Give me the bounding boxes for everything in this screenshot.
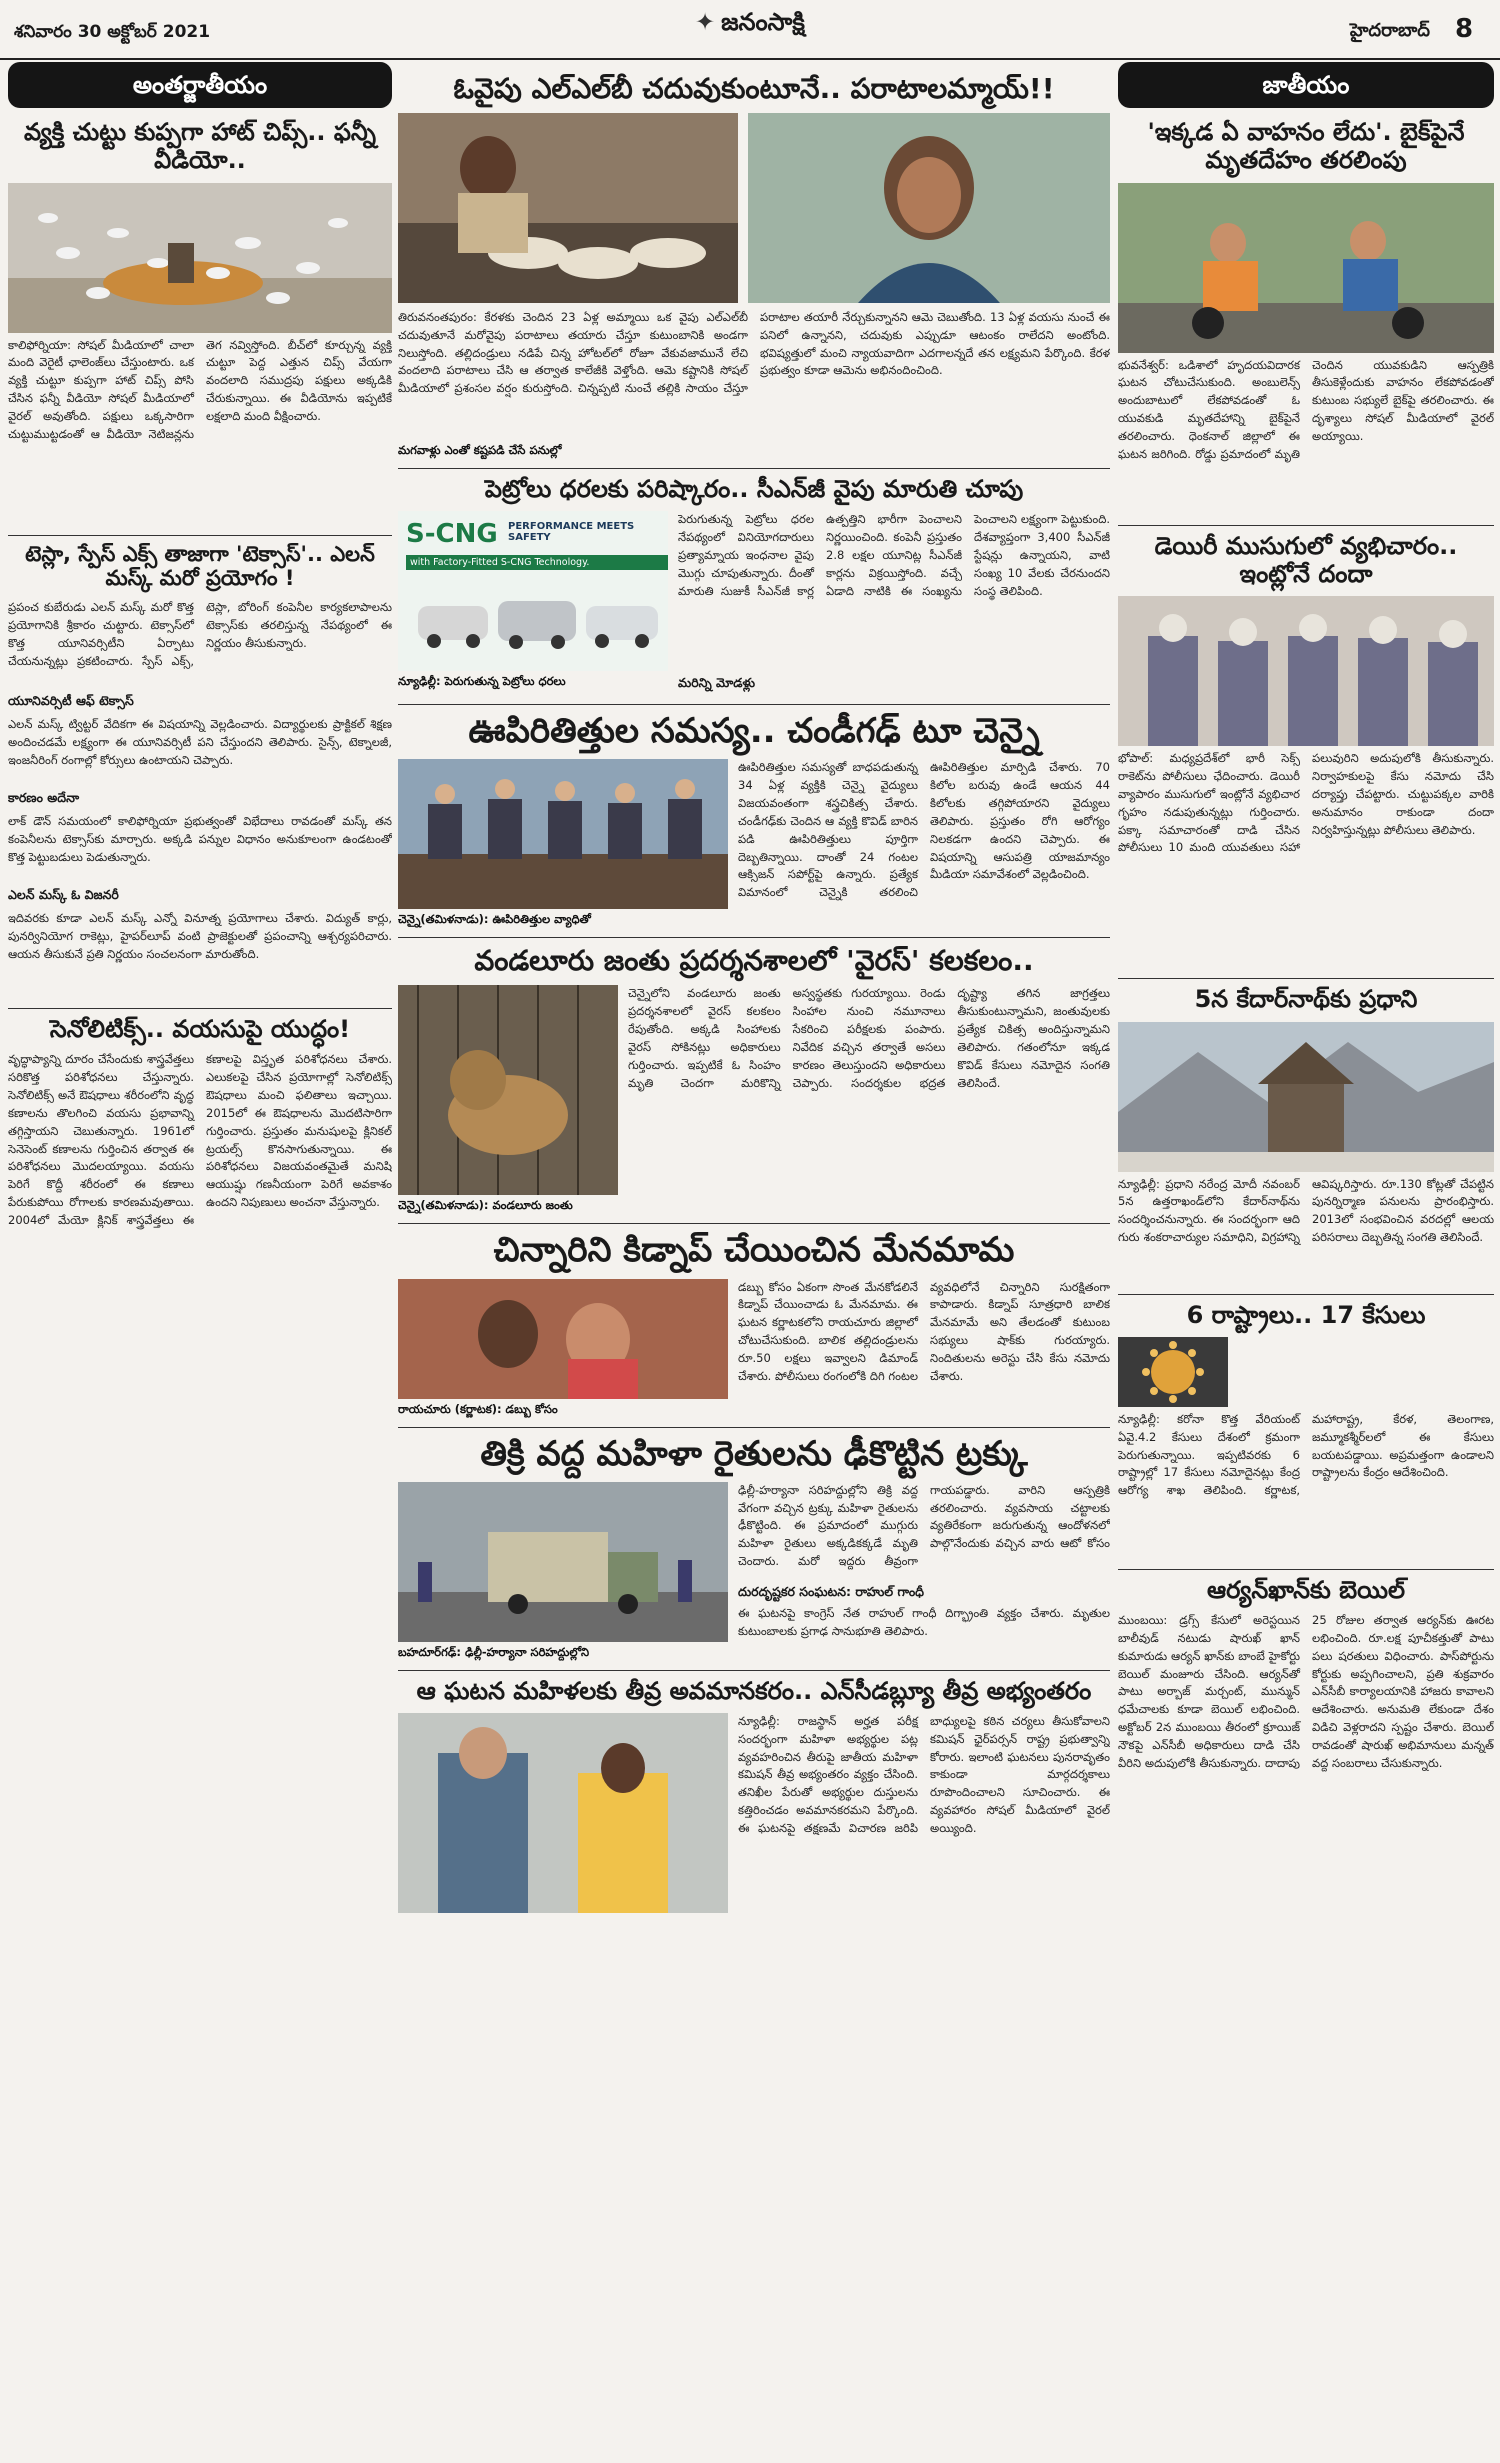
story-musk-body-3: లాక్ డౌన్ సమయంలో కాలిఫోర్నియా ప్రభుత్వంతో విభేదాలు రావడంతో మస్క్ తన కంపెనీలను టెక్సాస్‌కు మార్చారు. అక్కడి పన్నుల విధానం అనుకూలంగా ఉండటంతో కొత్త పెట్టుబడులు పెడుతున్నారు. [8, 814, 392, 864]
story-senolytics-headline: సెనోలిటిక్స్.. వయసుపై యుద్ధం! [49, 1015, 351, 1044]
divider [8, 1008, 392, 1009]
story-hot-chips-headline: వ్యక్తి చుట్టు కుప్పగా హాట్ చిప్స్.. ఫన్నీ వీడియో.. [24, 118, 376, 175]
photo-exam-check [398, 1713, 728, 1913]
middle-column [398, 62, 1110, 1913]
ad-scng-title: S-CNG [406, 519, 498, 550]
story-kidnap-body: డబ్బు కోసం ఏకంగా సొంత మేనకోడలినే కిడ్నాప్ చేయించాడు ఓ మేనమామ. ఈ ఘటన కర్ణాటకలోని రాయచూరు జిల్లాలో చోటుచేసుకుంది. బాలిక తల్లిదండ్రులను రూ.50 లక్షలు ఇవ్వాలని డిమాండ్ చేశారు. పోలీసులు రంగంలోకి దిగి గంటల వ్యవధిలోనే చిన్నారిని సురక్షితంగా కాపాడారు. కిడ్నాప్ సూత్రధారి బాలిక మేనమామే అని తేలడంతో కుటుంబ సభ్యులు షాక్‌కు గురయ్యారు. నిందితులను అరెస్టు చేసి కేసు నమోదు చేశారు. [738, 1279, 1110, 1383]
divider [1118, 1569, 1494, 1570]
photo-birds-chips [8, 183, 392, 333]
divider [1118, 1294, 1494, 1295]
ad-scng-tagline: PERFORMANCE MEETS SAFETY [508, 521, 635, 544]
ad-scng-banner [398, 511, 668, 671]
story-parota-caption: మగవాళ్లు ఎంతో కష్టపడి చేసే పనుల్లో [398, 443, 562, 458]
story-covid-body: న్యూఢిల్లీ: కరోనా కొత్త వేరియంట్ ఏవై.4.2 కేసులు దేశంలో క్రమంగా పెరుగుతున్నాయి. ఇప్పటివరకు 6 రాష్ట్రాల్లో 17 కేసులు నమోదైనట్లు కేంద్ర ఆరోగ్య శాఖ తెలిపింది. కర్ణాటక, మహారాష్ట్ర, కేరళ, తెలంగాణ, జమ్మూకశ్మీర్‌లలో ఈ కేసులు బయటపడ్డాయి. అప్రమత్తంగా ఉండాలని రాష్ట్రాలను కేంద్రం ఆదేశించింది. [1118, 1411, 1494, 1498]
photo-covid-virus [1118, 1337, 1228, 1407]
story-aryan-body: ముంబయి: డ్రగ్స్ కేసులో అరెస్టయిన బాలీవుడ్ నటుడు షారుఖ్ ఖాన్ కుమారుడు ఆర్యన్ ఖాన్‌కు బాంబే హైకోర్టు బెయిల్ మంజూరు చేసింది. ఆర్యన్‌తో పాటు అర్బాజ్ మర్చంట్, మున్మున్ ధమేచాలకు కూడా బెయిల్ లభించింది. అక్టోబర్ 2న ముంబయి తీరంలో క్రూయిజ్ నౌకపై ఎన్‌సీబీ అధికారులు దాడి చేసి వీరిని అదుపులోకి తీసుకున్నారు. దాదాపు 25 రోజుల తర్వాత ఆర్యన్‌కు ఊరట లభించింది. రూ.లక్ష పూచీకత్తుతో పాటు పలు షరతులు విధించారు. పాస్‌పోర్టును కోర్టుకు అప్పగించాలని, ప్రతి శుక్రవారం ఎన్‌సీబీ కార్యాలయానికి హాజరు కావాలని ఆదేశించారు. అనుమతి లేకుండా దేశం విడిచి వెళ్లరాదని స్పష్టం చేశారు. బెయిల్ రావడంతో షారుఖ్ అభిమానులు మన్నత్ వద్ద సంబరాలు చేసుకున్నారు. [1118, 1613, 1494, 1770]
divider [8, 535, 392, 536]
photo-parota-girl [748, 113, 1110, 303]
divider [1118, 978, 1494, 979]
story-truck-subhead: దురదృష్టకర సంఘటన: రాహుల్ గాంధీ [738, 1583, 924, 1599]
story-kidnap-caption: రాయచూరు (కర్ణాటక): డబ్బు కోసం [398, 1401, 558, 1416]
photo-dairy-raid-image [1118, 596, 1494, 746]
story-musk-body: ప్రపంచ కుబేరుడు ఎలన్ మస్క్ మరో కొత్త ప్రయోగానికి శ్రీకారం చుట్టారు. టెక్సాస్‌లో కొత్త యూనివర్సిటీని ఏర్పాటు చేయనున్నట్లు ప్రకటించారు. స్పేస్ ఎక్స్, టెస్లా, బోరింగ్ కంపెనీల కార్యకలాపాలను టెక్సాస్‌కు తరలిస్తున్న నేపథ్యంలో ఈ నిర్ణయం తీసుకున్నారు. [8, 600, 392, 668]
story-musk-body-2: ఎలన్ మస్క్ ట్విట్టర్ వేదికగా ఈ విషయాన్ని వెల్లడించారు. విద్యార్థులకు ప్రాక్టికల్ శిక్షణ అందించడమే లక్ష్యంగా ఈ యూనివర్సిటీ పని చేస్తుందని తెలిపారు. సైన్స్, టెక్నాలజీ, ఇంజనీరింగ్ రంగాల్లో కోర్సులు ఉంటాయని చెప్పారు. [8, 717, 392, 767]
story-hot-chips-body: కాలిఫోర్నియా: సోషల్ మీడియాలో చాలా మంది వెరైటీ ఛాలెంజ్‌లు చేస్తుంటారు. ఒక వ్యక్తి చుట్టూ కుప్పగా హాట్ చిప్స్ పోసి చేసిన ఫన్నీ వీడియో సోషల్ మీడియాలో వైరల్ అవుతోంది. పక్షులు ఒక్కసారిగా చుట్టుముట్టడంతో ఆ వీడియో నెటిజన్లను తెగ నవ్విస్తోంది. బీచ్‌లో కూర్చున్న వ్యక్తి చుట్టూ పెద్ద ఎత్తున చిప్స్ వేయగా వందలాది సముద్రపు పక్షులు అక్కడికి చేరుకున్నాయి. ఈ వీడియోను ఇప్పటికే లక్షలాది మంది వీక్షించారు. [8, 337, 392, 441]
story-aryan-headline: ఆర్యన్‌ఖాన్‌కు బెయిల్ [1206, 1575, 1406, 1604]
story-lung-body: ఊపిరితిత్తుల సమస్యతో బాధపడుతున్న 34 ఏళ్ల వ్యక్తికి చెన్నై వైద్యులు విజయవంతంగా శస్త్రచికిత్స చేశారు. చండీగఢ్‌కు చెందిన ఆ వ్యక్తి కొవిడ్ బారిన పడి ఊపిరితిత్తులు పూర్తిగా దెబ్బతిన్నాయి. దాంతో 24 గంటల ఆక్సిజన్ సపోర్ట్‌పై ఉన్నారు. ప్రత్యేక విమానంలో చెన్నైకి తరలించి ఊపిరితిత్తుల మార్పిడి చేశారు. 70 కిలోల బరువు ఉండే ఆయన 44 కిలోలకు తగ్గిపోయారని వైద్యులు తెలిపారు. ప్రస్తుతం రోగి ఆరోగ్యం నిలకడగా ఉందని చెప్పారు. ఈ విషయాన్ని ఆసుపత్రి యాజమాన్యం మీడియా సమావేశంలో వెల్లడించింది. [738, 760, 1110, 900]
story-dairy-headline: డెయిరీ ముసుగులో వ్యభిచారం.. ఇంట్లోనే దందా [1154, 531, 1458, 588]
story-truck-body-2: ఈ ఘటనపై కాంగ్రెస్ నేత రాహుల్ గాంధీ దిగ్భ్రాంతి వ్యక్తం చేశారు. మృతుల కుటుంబాలకు ప్రగాఢ సానుభూతి తెలిపారు. [738, 1605, 1110, 1638]
story-zoo-body: చెన్నైలోని వండలూరు జంతు ప్రదర్శనశాలలో వైరస్ కలకలం రేపుతోంది. అక్కడి సింహాలకు వైరస్ సోకినట్లు అధికారులు గుర్తించారు. ఇప్పటికే ఓ సింహం మృతి చెందగా మరికొన్ని అస్వస్థతకు గురయ్యాయి. రెండు సింహాల నుంచి నమూనాలు సేకరించి పరీక్షలకు పంపారు. నివేదిక వచ్చిన తర్వాతే అసలు కారణం తెలుస్తుందని అధికారులు చెప్పారు. సందర్శకుల భద్రత దృష్ట్యా తగిన జాగ్రత్తలు తీసుకుంటున్నామని, జంతువులకు ప్రత్యేక చికిత్స అందిస్తున్నామని తెలిపారు. గతంలోనూ ఇక్కడ కొవిడ్ కేసులు నమోదైన సంగతి తెలిసిందే. [628, 986, 1110, 1090]
photo-press-conference [398, 759, 728, 909]
story-cng-body: పెరుగుతున్న పెట్రోలు ధరల నేపథ్యంలో వినియోగదారులు ప్రత్యామ్నాయ ఇంధనాల వైపు మొగ్గు చూపుతున్నారు. దీంతో మారుతి సుజుకీ సీఎన్‌జీ కార్ల ఉత్పత్తిని భారీగా పెంచాలని నిర్ణయించింది. కంపెనీ ప్రస్తుతం 2.8 లక్షల యూనిట్ల సీఎన్‌జీ కార్లను విక్రయిస్తోంది. వచ్చే ఏడాది నాటికి ఈ సంఖ్యను పెంచాలని లక్ష్యంగా పెట్టుకుంది. దేశవ్యాప్తంగా 3,400 సీఎన్‌జీ స్టేషన్లు ఉన్నాయని, వాటి సంఖ్య 10 వేలకు చేరనుందని సంస్థ తెలిపింది. [678, 512, 1110, 598]
story-truck-headline: తిక్రి వద్ద మహిళా రైతులను ఢీకొట్టిన ట్రక్కు [480, 1433, 1028, 1474]
story-senolytics-body: వృద్ధాప్యాన్ని దూరం చేసేందుకు శాస్త్రవేత్తలు సరికొత్త పరిశోధనలు చేస్తున్నారు. సెనోలిటిక్స్ అనే ఔషధాలు శరీరంలోని వృద్ధ కణాలను తొలగించి వయసు ప్రభావాన్ని తగ్గిస్తాయని చెబుతున్నారు. 1961లో సెనెసెంట్ కణాలను గుర్తించిన తర్వాత ఈ పరిశోధనలు మొదలయ్యాయి. వయసు పెరిగే కొద్దీ శరీరంలో ఈ కణాలు పేరుకుపోయి రోగాలకు కారణమవుతాయి. 2004లో మేయో క్లినిక్ శాస్త్రవేత్తలు ఈ కణాలపై విస్తృత పరిశోధనలు చేశారు. ఎలుకలపై చేసిన ప్రయోగాల్లో సెనోలిటిక్స్ ఔషధాలు మంచి ఫలితాలు ఇచ్చాయి. 2015లో ఈ ఔషధాలను మొదటిసారిగా గుర్తించారు. ప్రస్తుతం మనుషులపై క్లినికల్ ట్రయల్స్ కొనసాగుతున్నాయి. ఈ పరిశోధనలు విజయవంతమైతే మనిషి ఆయుష్షు గణనీయంగా పెరిగే అవకాశం ఉందని నిపుణులు అంచనా వేస్తున్నారు. [8, 1052, 392, 1227]
story-bike-body-text: భువనేశ్వర్: ఒడిశాలో హృదయవిదారక ఘటన చోటుచేసుకుంది. అంబులెన్స్ అందుబాటులో లేకపోవడంతో ఓ యువకుడి మృతదేహాన్ని బైక్‌పైనే తరలించారు. ధెంకనాల్ జిల్లాలో ఈ ఘటన జరిగింది. రోడ్డు ప్రమాదంలో మృతి చెందిన యువకుడిని ఆస్పత్రికి తీసుకెళ్లేందుకు వాహనం లేకపోవడంతో కుటుంబ సభ్యులే బైక్‌పై తరలించారు. ఈ దృశ్యాలు సోషల్ మీడియాలో వైరల్ అయ్యాయి. [1118, 357, 1494, 461]
photo-bike-body [1118, 183, 1494, 353]
divider [398, 1223, 1110, 1224]
story-ncw-headline: ఆ ఘటన మహిళలకు తీవ్ర అవమానకరం.. ఎన్‌సీడబ్ల్యూ తీవ్ర అభ్యంతరం [416, 1676, 1092, 1705]
section-label-international: అంతర్జాతీయం [8, 62, 392, 108]
photo-truck-accident-image [398, 1482, 728, 1642]
photo-kedarnath-temple [1118, 1022, 1494, 1172]
photo-kidnap-image [398, 1279, 728, 1399]
story-musk-body-4: ఇదివరకు కూడా ఎలన్ మస్క్ ఎన్నో వినూత్న ప్రయోగాలు చేశారు. విద్యుత్ కార్లు, పునర్వినియోగ రాకెట్లు, హైపర్‌లూప్ వంటి ప్రాజెక్టులతో ప్రపంచాన్ని ఆశ్చర్యపరిచారు. ఆయన తీసుకునే ప్రతి నిర్ణయం సంచలనంగా మారుతోంది. [8, 911, 392, 961]
newspaper-logo [640, 8, 860, 42]
right-column [1118, 62, 1494, 2156]
story-dairy-body: భోపాల్: మధ్యప్రదేశ్‌లో భారీ సెక్స్ రాకెట్‌ను పోలీసులు ఛేదించారు. డెయిరీ వ్యాపారం ముసుగులో ఇంట్లోనే వ్యభిచార గృహం నడుపుతున్నట్లు గుర్తించారు. పక్కా సమాచారంతో దాడి చేసిన పోలీసులు 10 మంది యువతులు సహా పలువురిని అదుపులోకి తీసుకున్నారు. నిర్వాహకులపై కేసు నమోదు చేసి దర్యాప్తు చేపట్టారు. చుట్టుపక్కల వారికి అనుమానం రాకుండా దందా నిర్వహిస్తున్నట్లు పోలీసులు తెలిపారు. [1118, 751, 1494, 855]
ad-scng-subtitle: with Factory-Fitted S-CNG Technology. [406, 555, 668, 570]
story-covid-headline: 6 రాష్ట్రాలు.. 17 కేసులు [1186, 1300, 1426, 1329]
photo-lion-image [398, 985, 618, 1195]
story-musk-headline: టెస్లా, స్పేస్ ఎక్స్ తాజాగా 'టెక్సాస్'.. ఎలన్ మస్క్ మరో ప్రయోగం ! [25, 541, 375, 591]
story-lung-caption: చెన్నై(తమిళనాడు): ఊపిరితిత్తుల వ్యాధితో [398, 912, 591, 927]
story-parota-body: తిరువనంతపురం: కేరళకు చెందిన 23 ఏళ్ల అమ్మాయి ఒక వైపు ఎల్ఎల్‌బీ చదువుతూనే మరోవైపు పరాటాలు తయారు చేస్తూ కుటుంబానికి అండగా నిలుస్తోంది. తల్లిదండ్రులు నడిపే చిన్న హోటల్‌లో రోజూ వేకువజామునే లేచి వందలాది పరాటాలు చేసి ఆ తర్వాత కాలేజీకి వెళ్తోంది. ఆమె కష్టానికి సోషల్ మీడియాలో ప్రశంసల వర్షం కురుస్తోంది. చిన్నప్పటి నుంచే తల్లికి సాయం చేస్తూ పరాటాల తయారీ నేర్చుకున్నానని ఆమె చెబుతోంది. 13 ఏళ్ల వయసు నుంచే ఈ పనిలో ఉన్నానని, చదువుకు ఎప్పుడూ ఆటంకం రాలేదని అంటోంది. భవిష్యత్తులో మంచి న్యాయవాదిగా ఎదగాలన్నదే తన లక్ష్యమని పేర్కొంది. కేరళ ప్రభుత్వం కూడా ఆమెను అభినందించింది. [398, 310, 1110, 396]
divider [398, 937, 1110, 938]
photo-parota-girl-image [748, 113, 1110, 303]
photo-truck-accident [398, 1482, 728, 1642]
story-bike-body-headline: 'ఇక్కడ ఏ వాహనం లేదు'. బైక్‌పైనే మృతదేహం తరలింపు [1147, 118, 1465, 175]
story-zoo-caption: చెన్నై(తమిళనాడు): వండలూరు జంతు [398, 1198, 573, 1213]
edition-city: హైదరాబాద్ [1349, 20, 1430, 41]
photo-covid-virus-image [1118, 1337, 1228, 1407]
story-ncw-body: న్యూఢిల్లీ: రాజస్థాన్ అర్హత పరీక్ష సందర్భంగా మహిళా అభ్యర్థుల పట్ల వ్యవహరించిన తీరుపై జాతీయ మహిళా కమిషన్ తీవ్ర అభ్యంతరం వ్యక్తం చేసింది. తనిఖీల పేరుతో అభ్యర్థుల దుస్తులను కత్తిరించడం అవమానకరమని పేర్కొంది. ఈ ఘటనపై తక్షణమే విచారణ జరిపి బాధ్యులపై కఠిన చర్యలు తీసుకోవాలని కమిషన్ ఛైర్‌పర్సన్ రాష్ట్ర ప్రభుత్వాన్ని కోరారు. ఇలాంటి ఘటనలు పునరావృతం కాకుండా మార్గదర్శకాలు రూపొందించాలని సూచించారు. ఈ వ్యవహారం సోషల్ మీడియాలో వైరల్ అయ్యింది. [738, 1714, 1110, 1835]
story-cng-caption: న్యూఢిల్లీ: పెరుగుతున్న పెట్రోలు ధరలు [398, 674, 566, 689]
photo-kidnap [398, 1279, 728, 1399]
story-kidnap-headline: చిన్నారిని కిడ్నాప్ చేయించిన మేనమామ [493, 1230, 1015, 1271]
story-cng-headline: పెట్రోలు ధరలకు పరిష్కారం.. సీఎన్‌జీ వైపు మారుతి చూపు [484, 475, 1024, 504]
story-musk-subhead-1: యూనివర్సిటీ ఆఫ్ టెక్సాస్ [8, 693, 134, 709]
photo-press-conference-image [398, 759, 728, 909]
issue-date: శనివారం 30 అక్టోబర్ 2021 [14, 22, 211, 42]
photo-lion [398, 985, 618, 1195]
section-label-national: జాతీయం [1118, 62, 1494, 108]
photo-parota-cooking [398, 113, 738, 303]
left-column [8, 62, 392, 2115]
logo-star-icon: ✦ [695, 8, 716, 36]
story-musk-subhead-2: కారణం అదేనా [8, 790, 80, 806]
divider [1118, 525, 1494, 526]
story-musk-subhead-3: ఎలన్ మస్క్ ఓ విజనరీ [8, 887, 119, 903]
logo-text: జనంసాక్షి [721, 8, 805, 36]
ad-cars-image [398, 511, 668, 671]
photo-exam-check-image [398, 1713, 728, 1913]
photo-kedarnath-temple-image [1118, 1022, 1494, 1172]
story-kedarnath-headline: 5న కేదార్‌నాథ్‌కు ప్రధాని [1194, 985, 1418, 1014]
story-zoo-headline: వండలూరు జంతు ప్రదర్శనశాలలో 'వైరస్' కలకలం.. [474, 944, 1034, 978]
story-truck-body: ఢిల్లీ-హర్యానా సరిహద్దుల్లోని తిక్రి వద్ద వేగంగా వచ్చిన ట్రక్కు మహిళా రైతులను ఢీకొట్టింది. ఈ ప్రమాదంలో ముగ్గురు మహిళా రైతులు అక్కడికక్కడే మృతి చెందారు. మరో ఇద్దరు తీవ్రంగా గాయపడ్డారు. వారిని ఆస్పత్రికి తరలించారు. వ్యవసాయ చట్టాలకు వ్యతిరేకంగా జరుగుతున్న ఆందోళనలో పాల్గొనేందుకు వచ్చిన వారు ఆటో కోసం [738, 1482, 1110, 1568]
photo-parota-cooking-image [398, 113, 738, 303]
photo-birds-chips-image [8, 183, 392, 333]
divider [398, 704, 1110, 705]
page-number: 8 [1454, 14, 1474, 44]
divider [398, 468, 1110, 469]
story-truck-caption: బహదూర్‌గఢ్: ఢిల్లీ-హర్యానా సరిహద్దుల్లోని [398, 1644, 590, 1659]
divider [398, 1427, 1110, 1428]
photo-dairy-raid [1118, 596, 1494, 746]
story-cng-subhead: మరిన్ని మోడళ్లు [678, 675, 755, 691]
story-kedarnath-body: న్యూఢిల్లీ: ప్రధాని నరేంద్ర మోదీ నవంబర్ 5న ఉత్తరాఖండ్‌లోని కేదార్‌నాథ్‌ను సందర్శించనున్నారు. ఈ సందర్భంగా ఆది గురు శంకరాచార్యుల సమాధిని, విగ్రహాన్ని ఆవిష్కరిస్తారు. రూ.130 కోట్లతో చేపట్టిన పునర్నిర్మాణ పనులను ప్రారంభిస్తారు. 2013లో సంభవించిన వరదల్లో ఆలయ పరిసరాలు దెబ్బతిన్న సంగతి తెలిసిందే. [1118, 1176, 1494, 1244]
story-lung-headline: ఊపిరితిత్తుల సమస్య.. చండీగఢ్ టూ చెన్నై [468, 711, 1040, 752]
divider [398, 1670, 1110, 1671]
masthead [0, 0, 1500, 60]
photo-bike-body-image [1118, 183, 1494, 353]
story-parota-headline: ఓవైపు ఎల్ఎల్‌బీ చదువుకుంటూనే.. పరాటాలమ్మాయ్!! [453, 72, 1055, 105]
